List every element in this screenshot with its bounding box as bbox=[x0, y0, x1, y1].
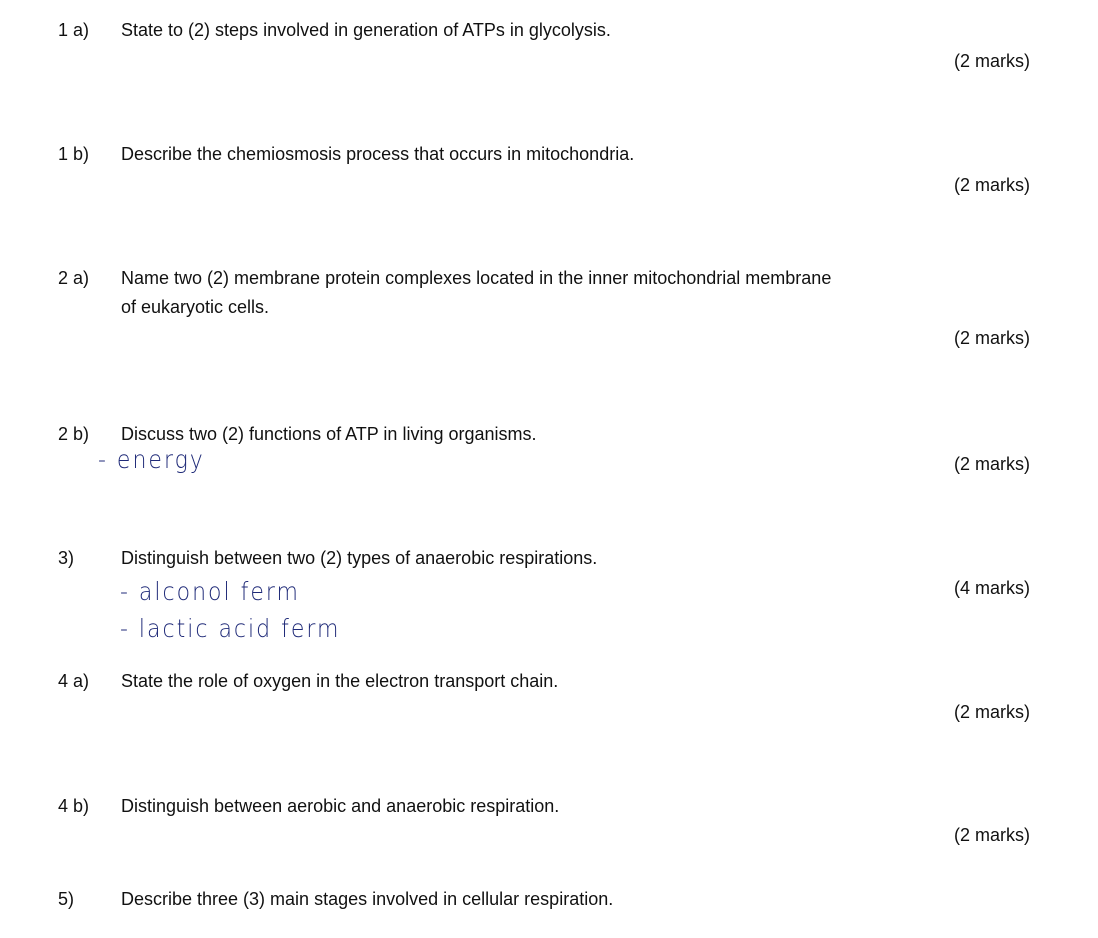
marks-2a: (2 marks) bbox=[954, 328, 1030, 348]
question-number-5: 5) bbox=[58, 889, 75, 909]
question-number-2b: 2 b) bbox=[58, 424, 90, 444]
question-number-1b: 1 b) bbox=[58, 144, 90, 164]
question-text-2a-line1: Name two (2) membrane protein complexes located in the inner mitochondrial membrane bbox=[121, 268, 832, 288]
handwritten-answer-2b: - energy bbox=[98, 446, 205, 475]
handwritten-answer-3-line1: - alconol ferm bbox=[120, 578, 300, 607]
marks-4b: (2 marks) bbox=[954, 825, 1030, 845]
question-number-4a: 4 a) bbox=[58, 671, 90, 691]
marks-1a: (2 marks) bbox=[954, 51, 1030, 71]
question-number-3: 3) bbox=[58, 548, 75, 568]
question-text-4b: Distinguish between aerobic and anaerobic respiration. bbox=[121, 796, 560, 816]
question-text-5: Describe three (3) main stages involved in cellular respiration. bbox=[121, 889, 614, 909]
marks-3: (4 marks) bbox=[954, 578, 1030, 598]
question-text-1a: State to (2) steps involved in generation of ATPs in glycolysis. bbox=[121, 20, 611, 40]
handwritten-answer-3-line2: - lactic acid ferm bbox=[120, 615, 341, 644]
question-number-1a: 1 a) bbox=[58, 20, 90, 40]
question-text-4a: State the role of oxygen in the electron transport chain. bbox=[121, 671, 559, 691]
question-number-2a: 2 a) bbox=[58, 268, 90, 288]
question-text-2a-line2: of eukaryotic cells. bbox=[121, 297, 270, 317]
question-text-1b: Describe the chemiosmosis process that occurs in mitochondria. bbox=[121, 144, 635, 164]
question-number-4b: 4 b) bbox=[58, 796, 90, 816]
marks-1b: (2 marks) bbox=[954, 175, 1030, 195]
question-text-3: Distinguish between two (2) types of anaerobic respirations. bbox=[121, 548, 598, 568]
marks-2b: (2 marks) bbox=[954, 454, 1030, 474]
marks-4a: (2 marks) bbox=[954, 702, 1030, 722]
question-text-2b: Discuss two (2) functions of ATP in living organisms. bbox=[121, 424, 537, 444]
